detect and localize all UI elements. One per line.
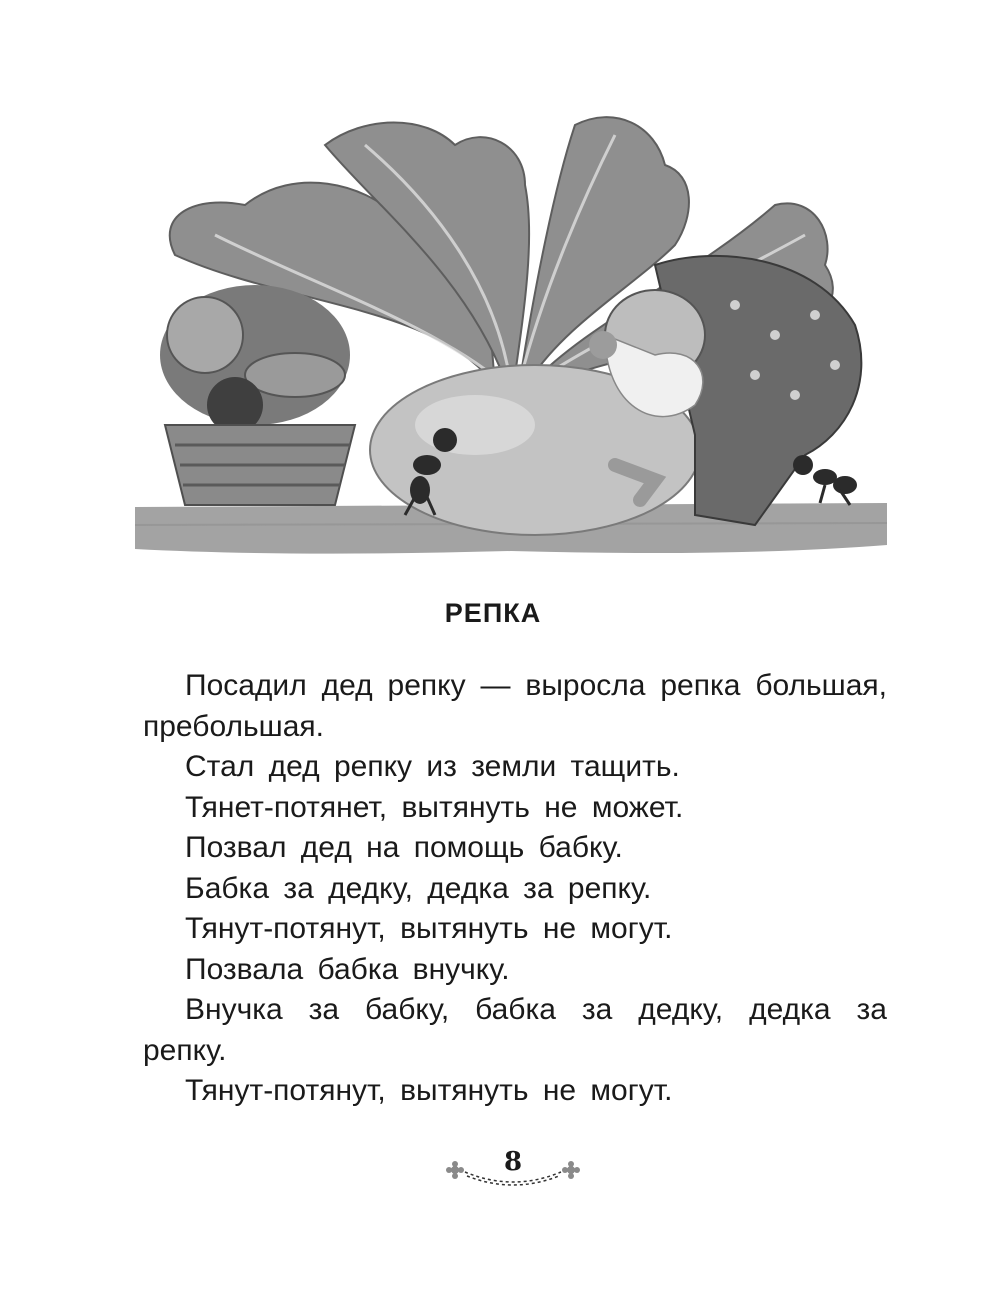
- story-paragraph: Посадил дед репку — выросла репка большая, пребольшая.: [143, 669, 887, 743]
- story-text: [143, 666, 887, 1112]
- illustration-svg: [135, 105, 887, 555]
- story-paragraph: Бабка за дедку, дедка за репку.: [185, 871, 652, 905]
- ant-right: [793, 455, 857, 505]
- story-paragraph: Внучка за бабку, бабка за дедку, дедка за репку.: [143, 993, 887, 1067]
- page-footer: [445, 1148, 581, 1192]
- story-paragraph: Тянут-потянут, вытянуть не могут.: [185, 912, 673, 945]
- story-paragraph: Позвал дед на помощь бабку.: [185, 831, 623, 864]
- story-paragraph: Позвала бабка внучку.: [185, 952, 510, 986]
- story-paragraph: Тянут-потянут, вытянуть не могут.: [185, 1074, 673, 1107]
- turnip-highlight: [415, 395, 535, 455]
- story-title: РЕПКА: [444, 598, 542, 628]
- turnip-illustration: [135, 105, 887, 555]
- vegetable-basket: [160, 285, 355, 505]
- page-number: 8: [503, 1147, 523, 1177]
- story-paragraph: Стал дед репку из земли тащить.: [185, 750, 680, 783]
- story-paragraph: Тянет-потянет, вытянуть не может.: [185, 790, 684, 824]
